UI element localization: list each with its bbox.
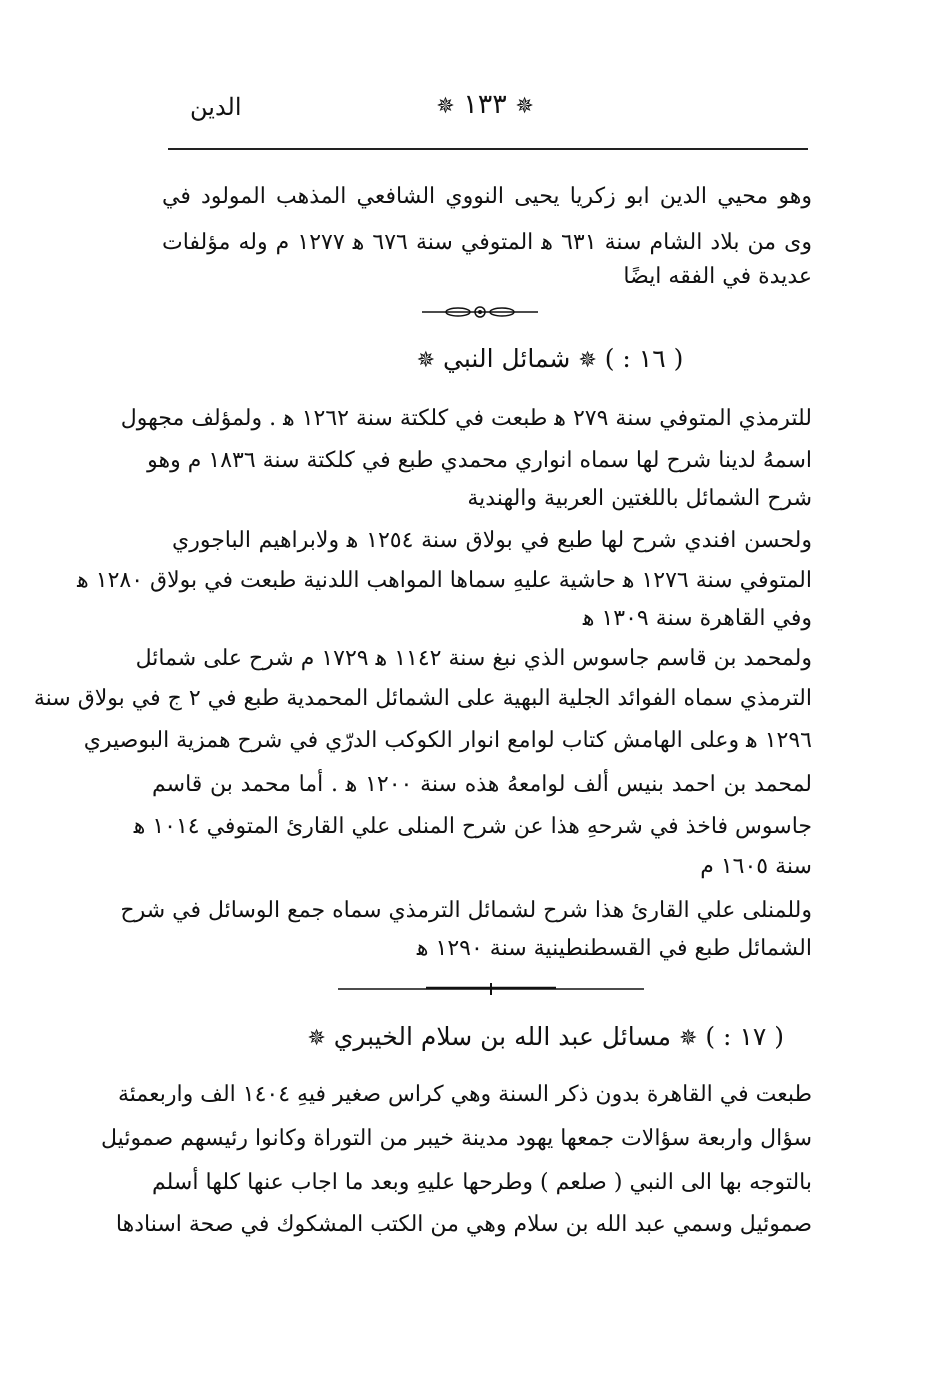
text-line: طبعت في القاهرة بدون ذكر السنة وهي كراس صغير فيهِ ١٤٠٤ الف واربعمئة [117, 1082, 812, 1107]
star-ornament-icon: ✵ [578, 348, 597, 373]
header-rule [168, 148, 808, 150]
text-line: شرح الشمائل باللغتين العربية والهندية [467, 486, 812, 511]
text-line: الترمذي سماه الفوائد الجلية البهية على الشمائل المحمدية طبع في ٢ ج في بولاق سنة [33, 686, 812, 711]
section-heading [307, 1020, 784, 1056]
text-line: عديدة في الفقه ايضًا [623, 264, 812, 289]
text-line: سؤال واربعة سؤالات جمعها يهود مدينة خيبر من التوراة وكانوا رئيسهم صموئيل [101, 1126, 812, 1151]
running-head-title: الدين [190, 93, 242, 121]
text-line: وللمنلى علي القارئ هذا شرح لشمائل الترمذي سماه جمع الوسائل في شرح [120, 898, 812, 923]
text-line: بالتوجه بها الى النبي ( صلعم ) وطرحها عليهِ وبعد ما اجاب عنها كلها أسلم [152, 1170, 812, 1195]
text-line: المتوفي سنة ١٢٧٦ ﻫ حاشية عليهِ سماها المواهب اللدنية طبعت في بولاق ١٢٨٠ ﻫ [77, 568, 812, 593]
text-line: وهو محيي الدين ابو زكريا يحيى النووي الشافعي المذهب المولود في [162, 184, 812, 209]
section-number: ( ١٧ : ) [705, 1022, 784, 1051]
section-title: شمائل النبي [443, 344, 571, 373]
text-line: لمحمد بن احمد بنيس ألف لوامعهُ هذه سنة ١٢٠٠ ﻫ . أما محمد بن قاسم [152, 772, 812, 797]
star-ornament-icon: ✵ [436, 94, 455, 119]
text-line: الشمائل طبع في القسطنطينية سنة ١٢٩٠ ﻫ [416, 936, 812, 961]
divider-ornament-icon [420, 304, 540, 320]
page-number-value: ١٣٣ [463, 89, 507, 120]
text-line: سنة ١٦٠٥ م [700, 854, 812, 879]
text-line: للترمذي المتوفي سنة ٢٧٩ ﻫ طبعت في كلكتة سنة ١٢٦٢ ﻫ . ولمؤلف مجهول [120, 406, 812, 431]
text-line: ولحسن افندي شرح لها طبع في بولاق سنة ١٢٥٤ ﻫ ولابراهيم الباجوري [172, 528, 812, 553]
section-number: ( ١٦ : ) [604, 344, 684, 373]
star-ornament-icon: ✵ [307, 1026, 326, 1051]
star-ornament-icon: ✵ [515, 94, 534, 119]
ornamental-divider [420, 304, 540, 320]
text-line: ولمحمد بن قاسم جاسوس الذي نبغ سنة ١١٤٢ ﻫ ١٧٢٩ م شرح على شمائل [135, 646, 812, 671]
star-ornament-icon: ✵ [678, 1026, 698, 1051]
text-line: وفي القاهرة سنة ١٣٠٩ ﻫ [582, 606, 812, 631]
text-line: صموئيل وسمي عبد الله بن سلام وهي من الكتب المشكوك في صحة اسنادها [115, 1212, 812, 1237]
text-line: جاسوس فاخذ في شرحهِ هذا عن شرح المنلى علي القارئ المتوفي ١٠١٤ ﻫ [133, 814, 812, 839]
divider-line-icon [336, 982, 646, 996]
section-heading [400, 342, 700, 378]
section-title: مسائل عبد الله بن سلام الخيبري [333, 1022, 672, 1051]
page-number [425, 88, 545, 124]
section-divider [336, 982, 646, 996]
text-line: وى من بلاد الشام سنة ٦٣١ ﻫ المتوفي سنة ٦٧٦ ﻫ ١٢٧٧ م وله مؤلفات [162, 230, 812, 255]
star-ornament-icon: ✵ [416, 348, 436, 373]
text-line: ١٢٩٦ ﻫ وعلى الهامش كتاب لوامع انوار الكوكب الدرّي في شرح همزية البوصيري [83, 728, 812, 753]
text-line: اسمهُ لدينا شرح لها سماه انواري محمدي طبع في كلكتة سنة ١٨٣٦ م وهو [147, 448, 812, 473]
